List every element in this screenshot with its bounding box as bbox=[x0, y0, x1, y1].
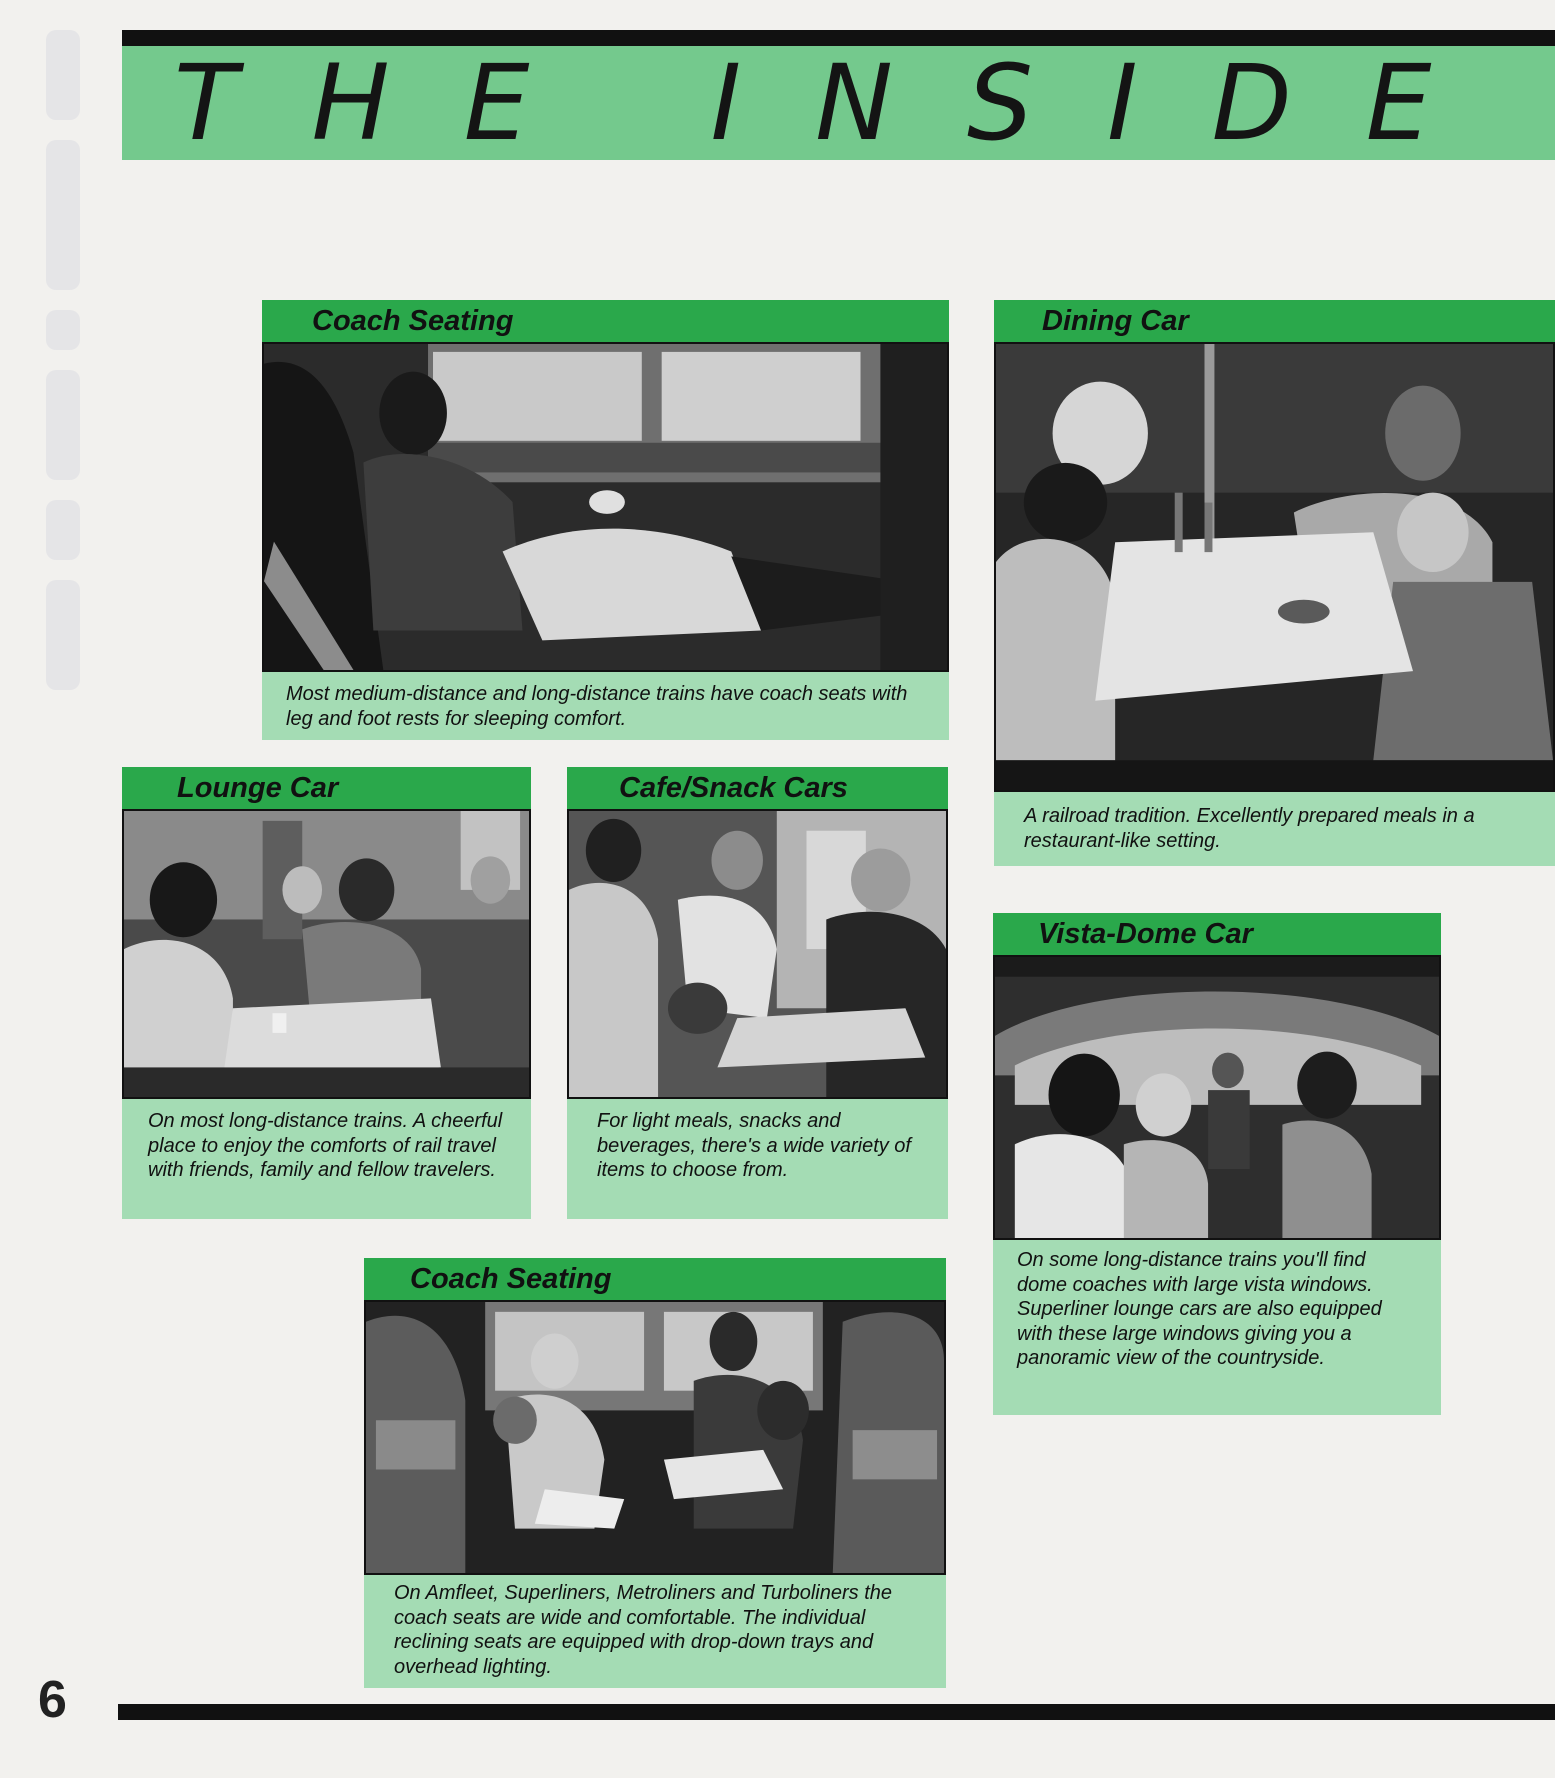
panel-caption: For light meals, snacks and beverages, there's a wide variety of items to choose from. bbox=[597, 1110, 911, 1181]
panel-dining-car bbox=[994, 300, 1555, 866]
panel-caption: On Amfleet, Superliners, Metroliners and Turboliners the coach seats are wide and comfortable. The individual reclining seats are equipped with drop-down trays and overhead lighting. bbox=[394, 1582, 892, 1678]
panel-header bbox=[122, 767, 531, 809]
panel-title: Coach Seating bbox=[410, 1263, 612, 1295]
panel-title: Coach Seating bbox=[312, 305, 514, 337]
panel-caption-box bbox=[567, 1099, 948, 1219]
panel-caption: On most long-distance trains. A cheerful place to enjoy the comforts of rail travel with friends, family and fellow travelers. bbox=[148, 1110, 503, 1181]
panel-title: Vista-Dome Car bbox=[1038, 918, 1253, 950]
page-title: THE INSIDE bbox=[174, 46, 1506, 160]
panel-caption-box bbox=[994, 792, 1555, 866]
panel-caption-box bbox=[122, 1099, 531, 1219]
bleed-through-text bbox=[38, 30, 88, 690]
photo-passengers-in-lounge bbox=[122, 809, 531, 1099]
panel-coach-seating-top bbox=[262, 300, 949, 740]
panel-caption: A railroad tradition. Excellently prepared meals in a restaurant-like setting. bbox=[1024, 805, 1475, 852]
panel-header bbox=[993, 913, 1441, 955]
top-rule bbox=[122, 30, 1555, 46]
panel-coach-seating-bottom bbox=[364, 1258, 946, 1688]
panel-header bbox=[994, 300, 1555, 342]
panel-caption-box bbox=[262, 672, 949, 740]
panel-title: Lounge Car bbox=[177, 772, 339, 804]
panel-header bbox=[262, 300, 949, 342]
panel-caption: On some long-distance trains you'll find dome coaches with large vista windows. Superliner lounge cars are also equipped with these large windows giving you a panoramic view of the countryside. bbox=[1017, 1249, 1382, 1369]
panel-header bbox=[364, 1258, 946, 1300]
photo-dome-car-passengers bbox=[993, 955, 1441, 1240]
photo-family-at-dining-table bbox=[994, 342, 1555, 792]
panel-lounge-car bbox=[122, 767, 531, 1219]
title-band bbox=[122, 46, 1555, 160]
photo-cafe-counter bbox=[567, 809, 948, 1099]
panel-vista-dome-car bbox=[993, 913, 1441, 1415]
panel-caption: Most medium-distance and long-distance trains have coach seats with leg and foot rests for sleeping comfort. bbox=[286, 683, 908, 730]
photo-woman-in-coach-seat bbox=[262, 342, 949, 672]
panel-caption-box bbox=[364, 1575, 946, 1688]
photo-passengers-in-reclining-seats bbox=[364, 1300, 946, 1575]
panel-cafe-snack-cars bbox=[567, 767, 948, 1219]
panel-title: Dining Car bbox=[1042, 305, 1189, 337]
bottom-rule bbox=[118, 1704, 1555, 1720]
page-number: 6 bbox=[38, 1671, 67, 1729]
panel-header bbox=[567, 767, 948, 809]
panel-caption-box bbox=[993, 1240, 1441, 1415]
panel-title: Cafe/Snack Cars bbox=[619, 772, 848, 804]
